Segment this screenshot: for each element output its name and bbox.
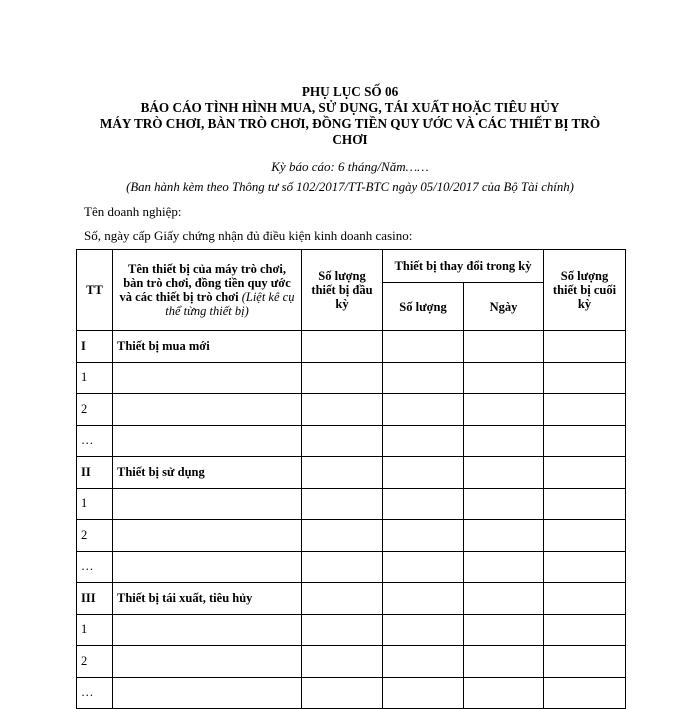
row-tt: 1 [77, 614, 113, 646]
row-changed-date [464, 583, 544, 615]
row-opening-qty [302, 614, 383, 646]
row-device-name [113, 362, 302, 394]
row-device-name [113, 677, 302, 709]
row-opening-qty [302, 677, 383, 709]
row-closing-qty [544, 331, 626, 363]
table-row [77, 362, 626, 394]
report-table [76, 249, 626, 709]
row-changed-qty [383, 425, 464, 457]
row-changed-date [464, 646, 544, 678]
row-tt: 2 [77, 394, 113, 426]
row-device-name [113, 520, 302, 552]
row-changed-date [464, 425, 544, 457]
header-changed-qty: Số lượng [383, 283, 464, 331]
row-changed-date [464, 677, 544, 709]
row-closing-qty [544, 457, 626, 489]
row-closing-qty [544, 488, 626, 520]
table-row [77, 551, 626, 583]
row-opening-qty [302, 425, 383, 457]
table-row [77, 520, 626, 552]
row-changed-qty [383, 583, 464, 615]
row-opening-qty [302, 583, 383, 615]
row-changed-qty [383, 457, 464, 489]
table-row [77, 425, 626, 457]
row-device-name [113, 646, 302, 678]
row-tt: … [77, 425, 113, 457]
table-row [77, 677, 626, 709]
row-tt: 1 [77, 488, 113, 520]
header-tt: TT [77, 250, 113, 331]
header-device-name-note: (Liệt kê cụ thể từng thiết bị) [165, 290, 295, 318]
row-opening-qty [302, 457, 383, 489]
row-closing-qty [544, 425, 626, 457]
header-opening-qty: Số lượng thiết bị đầu kỳ [302, 250, 383, 331]
row-changed-date [464, 488, 544, 520]
row-changed-qty [383, 614, 464, 646]
row-changed-date [464, 551, 544, 583]
row-changed-qty [383, 551, 464, 583]
row-tt: I [77, 331, 113, 363]
row-tt: II [77, 457, 113, 489]
header-device-name-main: Tên thiết bị của máy trò chơi, bàn trò chơi, đồng tiền quy ước và các thiết bị trò chơi [119, 262, 291, 304]
header-row [77, 250, 626, 283]
row-changed-date [464, 614, 544, 646]
row-device-name [113, 488, 302, 520]
row-device-name [113, 614, 302, 646]
table-row [77, 646, 626, 678]
row-tt: … [77, 551, 113, 583]
row-opening-qty [302, 488, 383, 520]
row-device-name [113, 551, 302, 583]
table-row [77, 488, 626, 520]
document-heading [70, 84, 630, 148]
row-device-name: Thiết bị tái xuất, tiêu hủy [113, 583, 302, 615]
row-changed-date [464, 520, 544, 552]
row-opening-qty [302, 646, 383, 678]
row-closing-qty [544, 551, 626, 583]
row-changed-qty [383, 488, 464, 520]
row-closing-qty [544, 394, 626, 426]
heading-line-2: BÁO CÁO TÌNH HÌNH MUA, SỬ DỤNG, TÁI XUẤT HOẶC TIÊU HỦY [140, 100, 560, 115]
enterprise-name-field: Tên doanh nghiệp: [84, 204, 182, 219]
issued-note: (Ban hành kèm theo Thông tư số 102/2017/TT-BTC ngày 05/10/2017 của Bộ Tài chính) [126, 180, 574, 194]
row-changed-qty [383, 677, 464, 709]
row-changed-qty [383, 646, 464, 678]
row-opening-qty [302, 551, 383, 583]
table-row [77, 331, 626, 363]
row-changed-date [464, 457, 544, 489]
table-row [77, 614, 626, 646]
row-closing-qty [544, 583, 626, 615]
row-opening-qty [302, 394, 383, 426]
appendix-number: PHỤ LỤC SỐ 06 [301, 84, 399, 99]
row-tt: 2 [77, 520, 113, 552]
row-changed-qty [383, 331, 464, 363]
row-device-name [113, 394, 302, 426]
row-closing-qty [544, 614, 626, 646]
row-device-name [113, 425, 302, 457]
header-changed: Thiết bị thay đổi trong kỳ [383, 250, 544, 283]
row-tt: 2 [77, 646, 113, 678]
row-changed-date [464, 394, 544, 426]
row-closing-qty [544, 646, 626, 678]
heading-line-4: CHƠI [332, 132, 368, 147]
table-row [77, 457, 626, 489]
certificate-field: Số, ngày cấp Giấy chứng nhận đủ điều kiện kinh doanh casino: [84, 228, 413, 243]
row-device-name: Thiết bị sử dụng [113, 457, 302, 489]
row-changed-qty [383, 520, 464, 552]
report-period: Kỳ báo cáo: 6 tháng/Năm…… [271, 159, 429, 174]
row-changed-qty [383, 394, 464, 426]
table-row [77, 394, 626, 426]
table-row [77, 583, 626, 615]
row-tt: 1 [77, 362, 113, 394]
row-opening-qty [302, 331, 383, 363]
row-device-name: Thiết bị mua mới [113, 331, 302, 363]
row-opening-qty [302, 362, 383, 394]
row-closing-qty [544, 520, 626, 552]
row-changed-date [464, 362, 544, 394]
row-tt: III [77, 583, 113, 615]
heading-line-3: MÁY TRÒ CHƠI, BÀN TRÒ CHƠI, ĐỒNG TIỀN QUY ƯỚC VÀ CÁC THIẾT BỊ TRÒ [99, 116, 601, 131]
row-changed-date [464, 331, 544, 363]
header-device-name [113, 250, 302, 331]
row-closing-qty [544, 677, 626, 709]
row-closing-qty [544, 362, 626, 394]
row-tt: … [77, 677, 113, 709]
row-opening-qty [302, 520, 383, 552]
header-changed-date: Ngày [464, 283, 544, 331]
row-changed-qty [383, 362, 464, 394]
header-closing-qty: Số lượng thiết bị cuối kỳ [544, 250, 626, 331]
